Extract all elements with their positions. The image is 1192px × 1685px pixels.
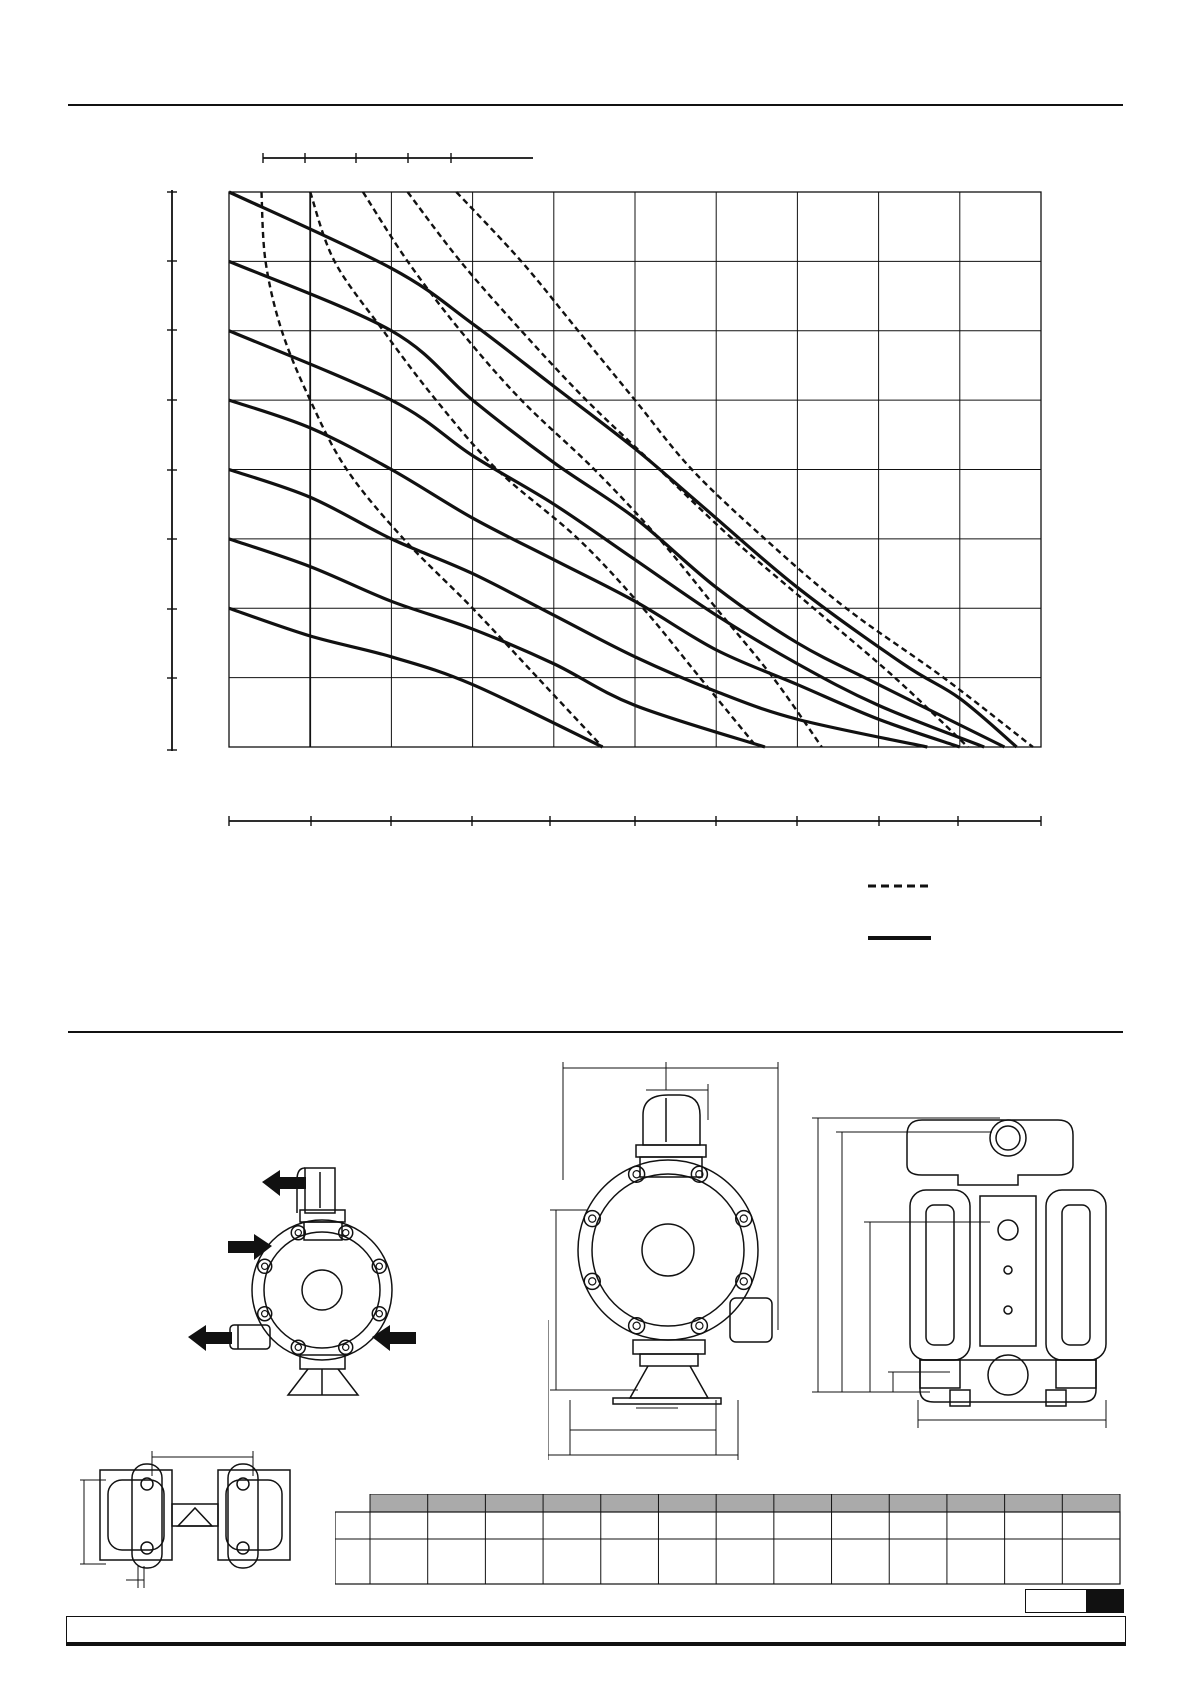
bolt [736,1273,752,1289]
arrow-left-top-icon [262,1170,306,1196]
bolt-center [740,1215,747,1222]
bolt [584,1273,600,1289]
page-badge-black [1086,1589,1124,1613]
solid-curve-4 [229,400,960,747]
section-rule [68,1031,1123,1033]
left-head-scale [167,190,177,751]
arrow-left-bottom-icon [188,1325,232,1351]
bolt [691,1318,707,1334]
bolt-center [589,1215,596,1222]
side-dimension-drawing [810,1110,1110,1430]
bolt-center [633,1171,640,1178]
spec-table-body [335,1512,1120,1584]
arrow-right-mid-icon [228,1234,272,1260]
bolt [736,1211,752,1227]
footer-box [66,1616,1126,1646]
bolt [629,1166,645,1182]
pump-flow-diagram [180,1150,420,1400]
bottom-flow-scale [229,816,1041,826]
bolt-center [633,1322,640,1329]
legend [868,886,931,938]
spec-table [335,1494,1125,1586]
base-footprint-drawing [78,1448,318,1588]
bolt-center [589,1278,596,1285]
bolt-center [343,1230,349,1236]
bolt-center [376,1263,382,1269]
bolt-center [740,1278,747,1285]
bolt-center [295,1344,301,1350]
bolt-center [376,1311,382,1317]
bolt [691,1166,707,1182]
bolt-center [262,1263,268,1269]
solid-curve-2 [229,261,1004,747]
chart-grid [229,192,1041,747]
bolt [584,1211,600,1227]
spec-table-header [370,1494,1120,1512]
arrow-left-right-icon [372,1325,416,1351]
front-dimension-drawing [548,1060,788,1460]
bolt [629,1318,645,1334]
page-badge-white [1025,1589,1087,1613]
bolt-center [295,1230,301,1236]
bolt-center [262,1311,268,1317]
bolt-center [343,1344,349,1350]
bolt-center [696,1322,703,1329]
top-air-scale [263,153,533,163]
